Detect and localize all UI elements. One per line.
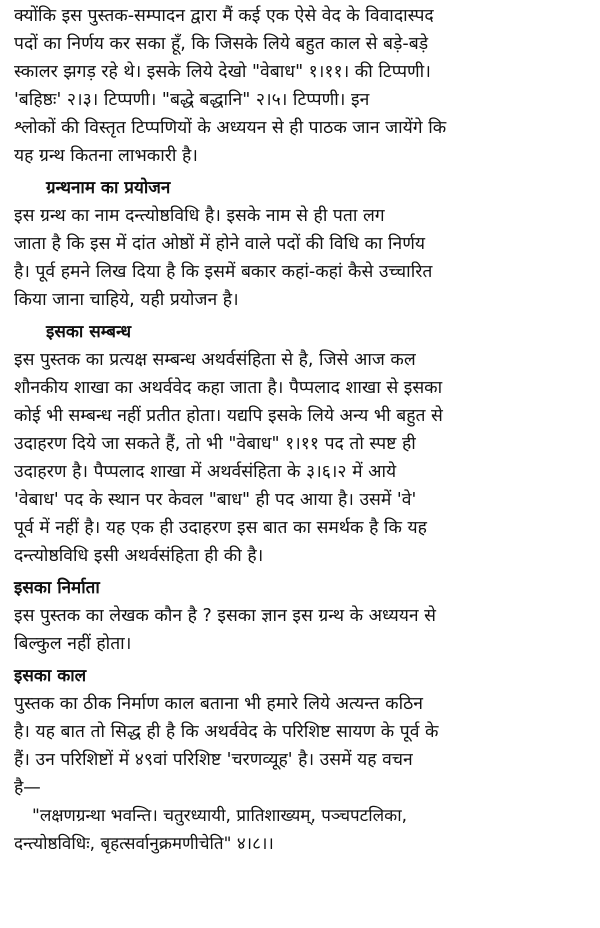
text-line: जाता है कि इस में दांत ओष्ठों में होने वाले पदों की विधि का निर्णय [14,234,426,254]
text-line: शौनकीय शाखा का अथर्ववेद कहा जाता है। पैप्पलाद शाखा से इसका [14,378,443,398]
relation-paragraph [14,346,588,570]
text-line: इस ग्रन्थ का नाम दन्त्योष्ठविधि है। इसके नाम से ही पता लग [14,206,385,226]
author-paragraph [14,602,588,658]
text-line: 'वेबाध' पद के स्थान पर केवल "बाध" ही पद आया है। उसमें 'वे' [14,490,417,510]
text-line: किया जाना चाहिये, यही प्रयोजन है। [14,290,239,310]
purpose-paragraph [14,202,588,314]
text-line: है। यह बात तो सिद्ध ही है कि अथर्ववेद के परिशिष्ट सायण के पूर्व के [14,722,439,742]
section-heading-relation: इसका सम्बन्ध [46,322,132,342]
section-heading-period: इसका काल [14,666,87,686]
text-line: उदाहरण दिये जा सकते हैं, तो भी "वेबाध" १।११ पद तो स्पष्ट ही [14,434,416,454]
quote-line: दन्त्योष्ठविधिः, बृहत्सर्वानुक्रमणीचेति" ४।८।। [14,834,274,854]
period-paragraph [14,690,588,802]
text-line: बिल्कुल नहीं होता। [14,634,132,654]
text-line: है— [14,778,41,798]
text-line: कोई भी सम्बन्ध नहीं प्रतीत होता। यद्यपि इसके लिये अन्य भी बहुत से [14,406,443,426]
intro-paragraph [14,2,588,170]
text-line: पूर्व में नहीं है। यह एक ही उदाहरण इस बात का समर्थक है कि यह [14,518,427,538]
quote-line: "लक्षणग्रन्था भवन्ति। चतुरध्यायी, प्रातिशाख्यम्, पञ्चपटलिका, [32,806,408,826]
text-line: उदाहरण है। पैप्पलाद शाखा में अथर्वसंहिता के ३।६।२ में आये [14,462,397,482]
text-line: यह ग्रन्थ कितना लाभकारी है। [14,146,198,166]
text-line: है। पूर्व हमने लिख दिया है कि इसमें बकार कहां-कहां कैसे उच्चारित [14,262,433,282]
text-line: हैं। उन परिशिष्टों में ४९वां परिशिष्ट 'चरणव्यूह' है। उसमें यह वचन [14,750,413,770]
section-heading-author: इसका निर्माता [14,578,100,598]
text-line: पदों का निर्णय कर सका हूँ, कि जिसके लिये बहुत काल से बड़े-बड़े [14,34,429,54]
text-line: 'बहिष्ठः' २।३। टिप्पणी। "बद्धे बद्धानि" २।५। टिप्पणी। इन [14,90,370,110]
text-line: स्कालर झगड़ रहे थे। इसके लिये देखो "वेबाध" १।११। की टिप्पणी। [14,62,431,82]
text-line: श्लोकों की विस्तृत टिप्पणियों के अध्ययन से ही पाठक जान जायेंगे कि [14,118,447,138]
text-line: इस पुस्तक का लेखक कौन है ? इसका ज्ञान इस ग्रन्थ के अध्ययन से [14,606,436,626]
text-line: इस पुस्तक का प्रत्यक्ष सम्बन्ध अथर्वसंहिता से है, जिसे आज कल [14,350,416,370]
section-heading-purpose: ग्रन्थनाम का प्रयोजन [46,178,171,198]
quotation-block [14,802,588,858]
text-line: क्योंकि इस पुस्तक-सम्पादन द्वारा मैं कई एक ऐसे वेद के विवादास्पद [14,6,434,26]
text-line: पुस्तक का ठीक निर्माण काल बताना भी हमारे लिये अत्यन्त कठिन [14,694,424,714]
text-line: दन्त्योष्ठविधि इसी अथर्वसंहिता ही की है। [14,546,264,566]
